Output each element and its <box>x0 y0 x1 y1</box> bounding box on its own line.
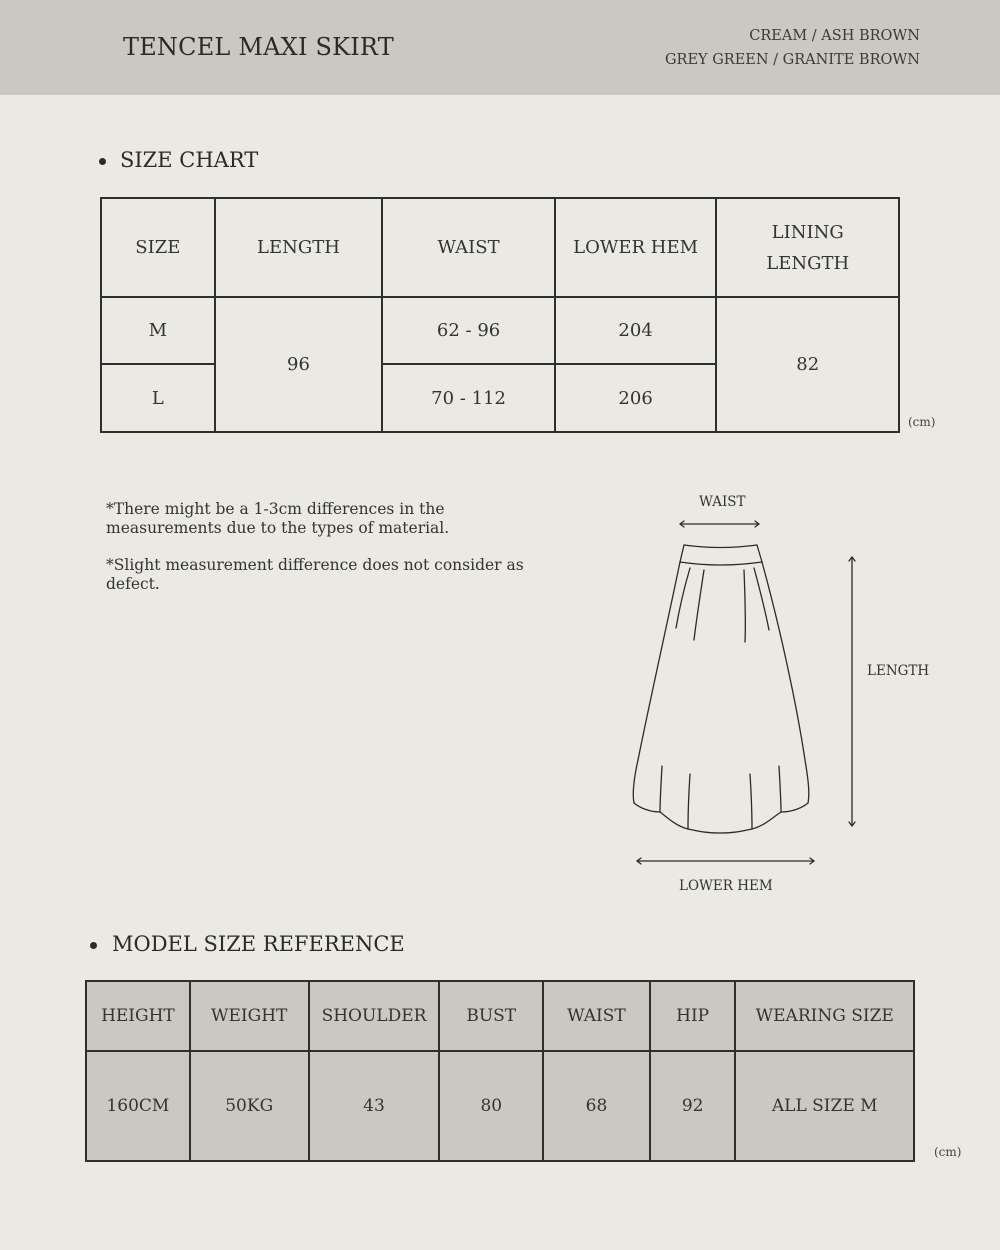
model-size-title: MODEL SIZE REFERENCE <box>112 932 405 956</box>
header-lining-length <box>716 198 899 297</box>
model-unit: (cm) <box>934 1145 962 1159</box>
size-chart-unit: (cm) <box>908 415 936 429</box>
note-1: *There might be a 1-3cm differences in the measurements due to the types of material. <box>106 500 450 537</box>
measurement-notes <box>106 500 536 612</box>
header-waist: WAIST <box>382 198 555 297</box>
header-lining-word: LINING <box>771 221 844 243</box>
value-height: 160CM <box>86 1051 190 1161</box>
note-2: *Slight measurement difference does not consider as defect. <box>106 556 524 593</box>
header-hip: HIP <box>650 981 736 1051</box>
header-bar <box>0 0 1000 95</box>
value-weight: 50KG <box>190 1051 309 1161</box>
lining-length-cell: 82 <box>716 297 899 432</box>
value-waist: 68 <box>543 1051 650 1161</box>
bullet-icon <box>99 158 106 165</box>
header-waist: WAIST <box>543 981 650 1051</box>
value-wearing-size: ALL SIZE M <box>735 1051 914 1161</box>
product-title: TENCEL MAXI SKIRT <box>123 33 394 61</box>
size-chart-table <box>100 197 900 433</box>
size-cell: L <box>101 364 215 432</box>
header-length: LENGTH <box>215 198 383 297</box>
value-hip: 92 <box>650 1051 736 1161</box>
length-cell: 96 <box>215 297 383 432</box>
lower-hem-cell: 206 <box>555 364 717 432</box>
waist-cell: 70 - 112 <box>382 364 555 432</box>
bullet-icon <box>90 942 97 949</box>
color-line-2: GREY GREEN / GRANITE BROWN <box>664 52 920 68</box>
waist-label: WAIST <box>699 494 746 510</box>
header-size: SIZE <box>101 198 215 297</box>
model-size-table <box>85 980 915 1162</box>
value-bust: 80 <box>439 1051 543 1161</box>
header-wearing-size: WEARING SIZE <box>735 981 914 1051</box>
table-row <box>101 297 899 364</box>
length-label: LENGTH <box>867 663 930 679</box>
size-chart-title: SIZE CHART <box>120 148 259 172</box>
color-options <box>665 24 920 72</box>
header-lower-hem: LOWER HEM <box>555 198 717 297</box>
header-shoulder: SHOULDER <box>309 981 440 1051</box>
waist-cell: 62 - 96 <box>382 297 555 364</box>
header-length-word: LENGTH <box>766 252 850 274</box>
color-line-1: CREAM / ASH BROWN <box>749 28 920 44</box>
header-height: HEIGHT <box>86 981 190 1051</box>
value-shoulder: 43 <box>309 1051 440 1161</box>
table-row <box>86 1051 914 1161</box>
lower-hem-label: LOWER HEM <box>679 878 773 894</box>
lower-hem-cell: 204 <box>555 297 717 364</box>
size-cell: M <box>101 297 215 364</box>
header-weight: WEIGHT <box>190 981 309 1051</box>
header-bust: BUST <box>439 981 543 1051</box>
